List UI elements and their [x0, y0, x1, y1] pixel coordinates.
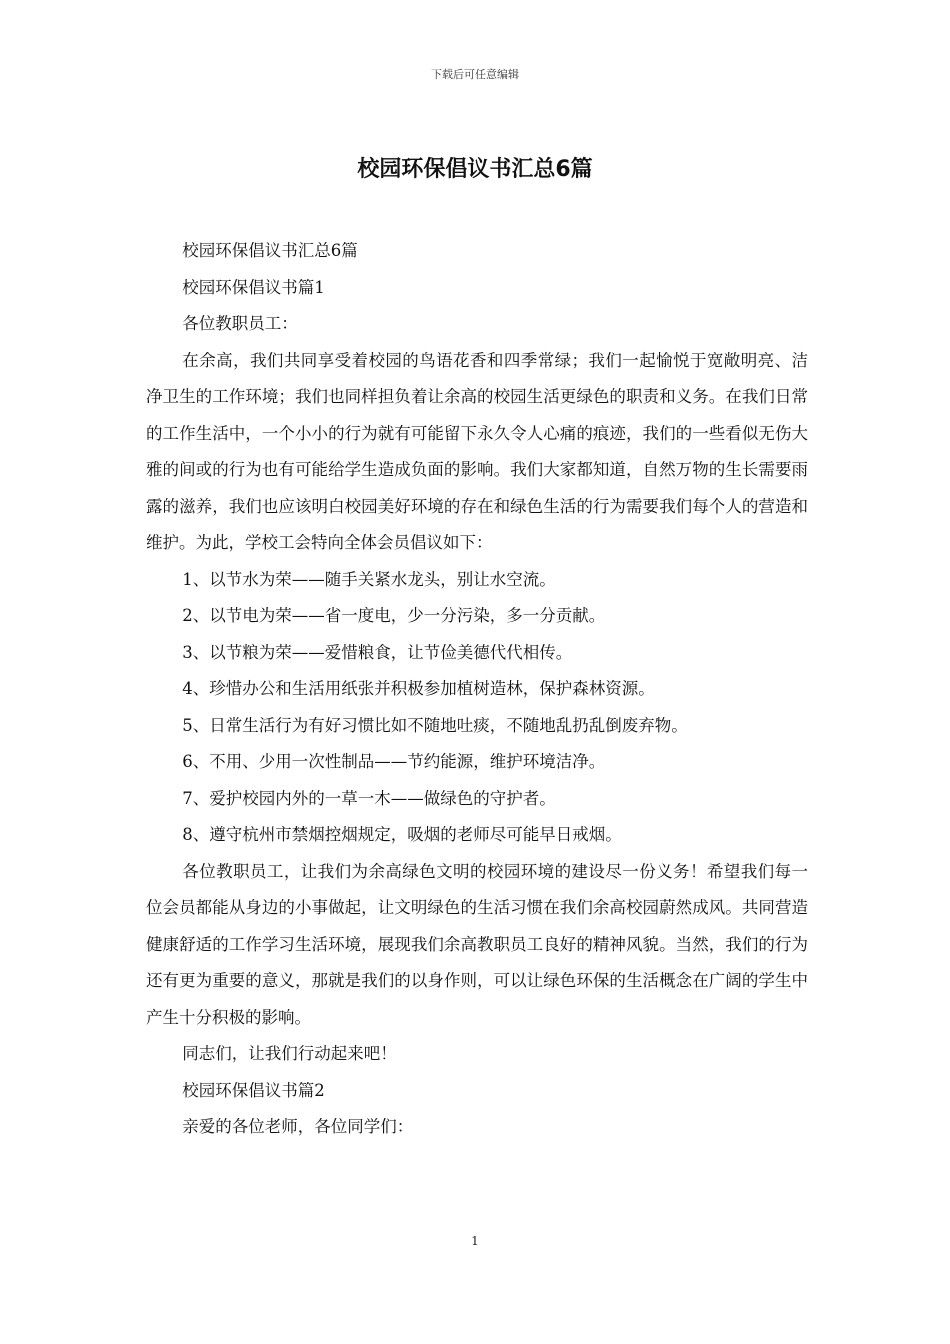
salutation-1: 各位教职员工：	[182, 314, 298, 333]
paragraph-closing: 各位教职员工，让我们为余高绿色文明的校园环境的建设尽一份义务！希望我们每一位会员都能从身边的小事做起，让文明绿色的生活习惯在我们余高校园蔚然成风。共同营造健康舒适的工作学习生活环境，展现我们余高教职员工良好的精神风貌。当然，我们的行为还有更为重要的意义，那就是我们的以身作则，可以让绿色环保的生活概念在广阔的学生中产生十分积极的影响。	[146, 861, 808, 1027]
page-number: 1	[471, 1234, 479, 1248]
paragraph-intro: 在余高，我们共同享受着校园的鸟语花香和四季常绿；我们一起愉悦于宽敞明亮、洁净卫生的工作环境；我们也同样担负着让余高的校园生活更绿色的职责和义务。在我们日常的工作生活中，一个小小的行为就有可能留下永久令人心痛的痕迹，我们的一些看似无伤大雅的间或的行为也有可能给学生造成负面的影响。我们大家都知道，自然万物的生长需要雨露的滋养，我们也应该明白校园美好环境的存在和绿色生活的行为需要我们每个人的营造和维护。为此，学校工会特向全体会员倡议如下：	[146, 350, 808, 552]
list-item-3: 3、以节粮为荣——爱惜粮食，让节俭美德代代相传。	[182, 642, 573, 662]
header-note: 下载后可任意编辑	[431, 68, 519, 81]
list-item-2: 2、以节电为荣——省一度电，少一分污染，多一分贡献。	[182, 606, 606, 625]
section-heading-1: 校园环保倡议书篇1	[182, 277, 325, 297]
list-item-8: 8、遵守杭州市禁烟控烟规定，吸烟的老师尽可能早日戒烟。	[182, 825, 622, 844]
list-item-1: 1、以节水为荣——随手关紧水龙头，别让水空流。	[182, 569, 556, 589]
document-body	[146, 233, 808, 1146]
list-item-5: 5、日常生活行为有好习惯比如不随地吐痰，不随地乱扔乱倒废弃物。	[182, 715, 688, 735]
section-heading-2: 校园环保倡议书篇2	[182, 1080, 325, 1100]
paragraph-subtitle: 校园环保倡议书汇总6篇	[182, 241, 358, 260]
document-title: 校园环保倡议书汇总6篇	[357, 157, 593, 182]
list-item-7: 7、爱护校园内外的一草一木——做绿色的守护者。	[182, 788, 556, 808]
salutation-2: 亲爱的各位老师，各位同学们：	[182, 1117, 414, 1136]
list-item-4: 4、珍惜办公和生活用纸张并积极参加植树造林，保护森林资源。	[182, 679, 655, 698]
list-item-6: 6、不用、少用一次性制品——节约能源，维护环境洁净。	[182, 752, 606, 771]
paragraph-call-to-action: 同志们，让我们行动起来吧！	[182, 1044, 397, 1063]
